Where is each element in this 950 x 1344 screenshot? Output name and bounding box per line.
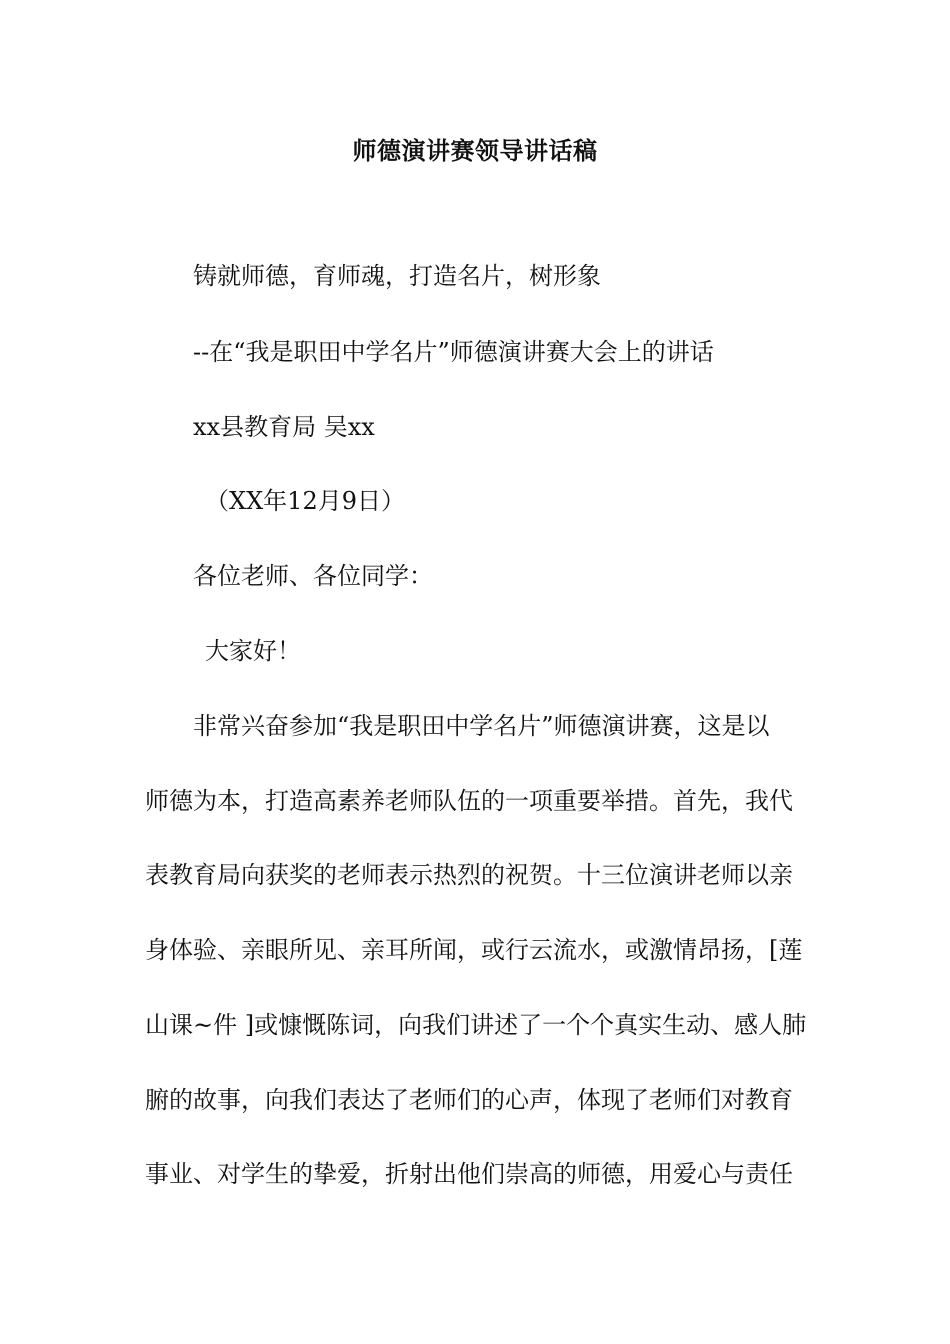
paragraph-line: 腑的故事，向我们表达了老师们的心声，体现了老师们对教育	[145, 1086, 793, 1114]
document-title: 师德演讲赛领导讲话稿	[352, 136, 598, 165]
paragraph-line: 非常兴奋参加“我是职田中学名片”师德演讲赛，这是以	[193, 712, 770, 740]
speech-author: xx县教育局 吴xx	[193, 413, 375, 441]
paragraph-line: 山课~件 ]或慷慨陈词，向我们讲述了一个个真实生动、感人肺	[145, 1011, 807, 1039]
paragraph-line: 事业、对学生的挚爱，折射出他们崇高的师德，用爱心与责任	[145, 1160, 793, 1188]
paragraph-line: 身体验、亲眼所见、亲耳所闻，或行云流水，或激情昂扬，[莲	[145, 936, 803, 964]
speech-heading: 铸就师德，育师魂，打造名片，树形象	[193, 262, 601, 290]
speech-date: （XX年12月9日）	[205, 487, 405, 515]
speech-subheading: --在“我是职田中学名片”师德演讲赛大会上的讲话	[193, 338, 714, 366]
speech-greeting: 各位老师、各位同学：	[193, 562, 433, 590]
paragraph-line: 师德为本，打造高素养老师队伍的一项重要举措。首先，我代	[145, 787, 793, 815]
speech-hello: 大家好！	[205, 637, 301, 665]
paragraph-line: 表教育局向获奖的老师表示热烈的祝贺。十三位演讲老师以亲	[145, 861, 793, 889]
